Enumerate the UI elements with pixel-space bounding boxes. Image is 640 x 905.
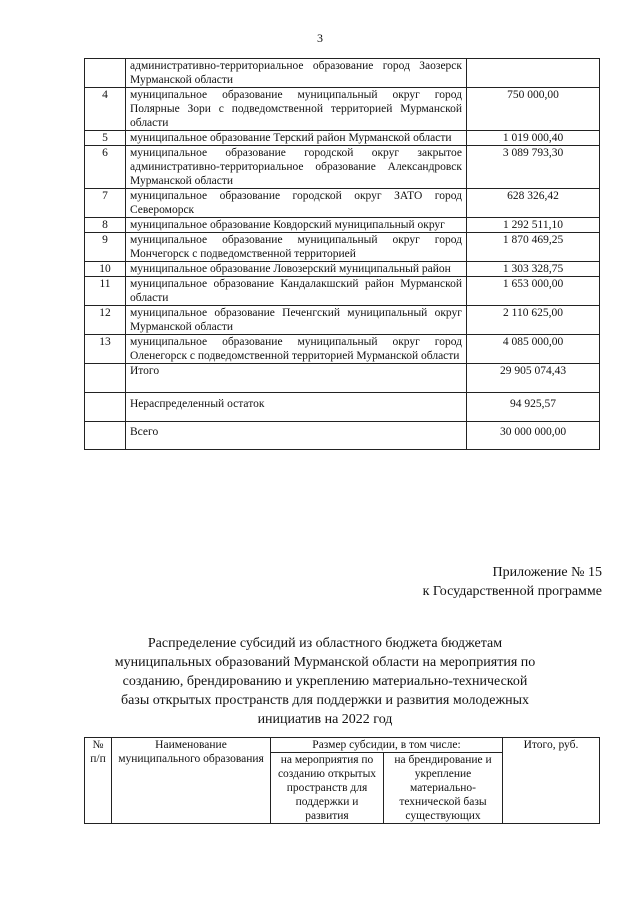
municipality-name: муниципальное образование Ловозерский муниципальный район: [126, 262, 467, 277]
distribution-table: [84, 58, 600, 450]
table-row: [85, 146, 600, 189]
table-row: [85, 189, 600, 218]
appendix-heading: [423, 563, 602, 601]
row-number: 9: [85, 233, 126, 262]
remainder-amount: 94 925,57: [467, 393, 600, 422]
table-row: [85, 335, 600, 364]
subsidy-amount: 1 870 469,25: [467, 233, 600, 262]
grand-total-label: Всего: [126, 422, 467, 450]
subsidy-amount: 2 110 625,00: [467, 306, 600, 335]
appendix-number: Приложение № 15: [492, 565, 602, 580]
table-row: [85, 233, 600, 262]
table-row: [85, 306, 600, 335]
municipality-name: муниципальное образование Терский район Мурманской области: [126, 131, 467, 146]
header-number: № п/п: [85, 738, 112, 824]
row-number: [85, 59, 126, 88]
row-number: 12: [85, 306, 126, 335]
municipality-name: муниципальное образование Ковдорский муниципальный округ: [126, 218, 467, 233]
total-amount: 29 905 074,43: [467, 364, 600, 393]
row-number: 8: [85, 218, 126, 233]
municipality-name: муниципальное образование муниципальный округ город Полярные Зори с подведомственной территорией Мурманской области: [126, 88, 467, 131]
header-municipality: Наименование муниципального образования: [112, 738, 271, 824]
municipality-name: муниципальное образование муниципальный округ город Мончегорск с подведомственной территорией: [126, 233, 467, 262]
header-branding: на брендирование и укрепление материально-технической базы существующих: [384, 753, 503, 824]
subsidy-amount: 1 303 328,75: [467, 262, 600, 277]
municipality-name: муниципальное образование муниципальный округ город Оленегорск с подведомственной территорией Мурманской области: [126, 335, 467, 364]
table-row: [85, 277, 600, 306]
grand-total-amount: 30 000 000,00: [467, 422, 600, 450]
subsidy-amount: 4 085 000,00: [467, 335, 600, 364]
municipality-name: муниципальное образование городской округ закрытое административно-территориальное образование Александровск Мурманской области: [126, 146, 467, 189]
row-number: 5: [85, 131, 126, 146]
subsidy-amount: [467, 59, 600, 88]
total-row: [85, 364, 600, 393]
total-label: Итого: [126, 364, 467, 393]
remainder-row: [85, 393, 600, 422]
subsidy-amount: 1 019 000,40: [467, 131, 600, 146]
subsidy-amount: 1 653 000,00: [467, 277, 600, 306]
subsidy-amount: 1 292 511,10: [467, 218, 600, 233]
municipality-name: муниципальное образование Печенгский муниципальный округ Мурманской области: [126, 306, 467, 335]
header-subsidy-size: Размер субсидии, в том числе:: [271, 738, 503, 753]
table-row: [85, 262, 600, 277]
subsidy-amount: 3 089 793,30: [467, 146, 600, 189]
header-open-spaces: на мероприятия по созданию открытых пространств для поддержки и развития: [271, 753, 384, 824]
row-number: 4: [85, 88, 126, 131]
row-number: 10: [85, 262, 126, 277]
municipality-name: административно-территориальное образование город Заозерск Мурманской области: [126, 59, 467, 88]
row-number: 6: [85, 146, 126, 189]
table-row: [85, 218, 600, 233]
municipality-name: муниципальное образование городской округ ЗАТО город Североморск: [126, 189, 467, 218]
appendix-reference: к Государственной программе: [422, 584, 602, 599]
header-total: Итого, руб.: [503, 738, 600, 824]
grand-total-row: [85, 422, 600, 450]
municipality-name: муниципальное образование Кандалакшский район Мурманской области: [126, 277, 467, 306]
row-number: 13: [85, 335, 126, 364]
table-row: [85, 131, 600, 146]
subsidy-amount: 628 326,42: [467, 189, 600, 218]
document-title: Распределение субсидий из областного бюджета бюджетам муниципальных образований Мурманской области на мероприятия по созданию, брендированию и укреплению материально-технической базы открытых пространств для поддержки и развития молодежных инициатив на 2022 год: [114, 636, 536, 727]
subsidy-amount: 750 000,00: [467, 88, 600, 131]
row-number: 7: [85, 189, 126, 218]
subsidy-table-header: [84, 737, 600, 824]
remainder-label: Нераспределенный остаток: [126, 393, 467, 422]
row-number: 11: [85, 277, 126, 306]
table-row: [85, 59, 600, 88]
page-number: 3: [317, 31, 323, 45]
table-row: [85, 88, 600, 131]
